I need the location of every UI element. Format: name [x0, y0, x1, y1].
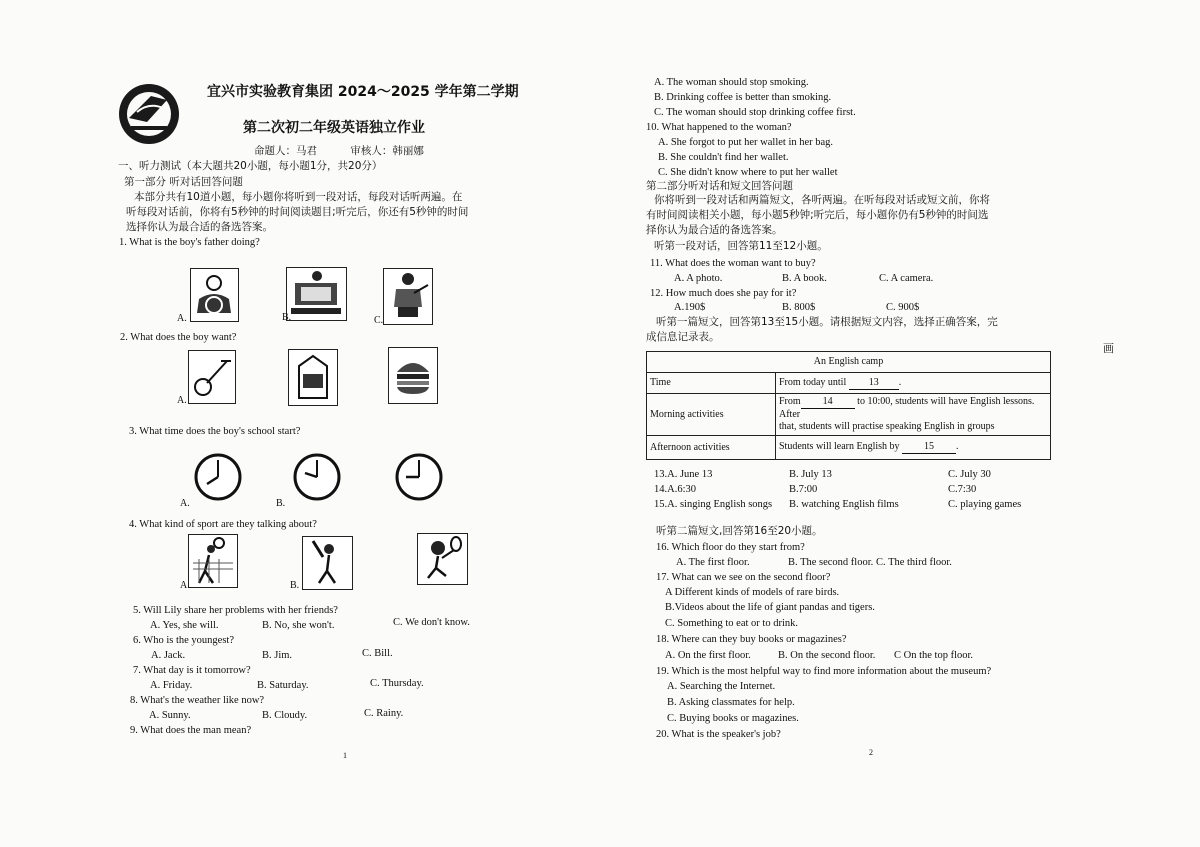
option-b: B. Asking classmates for help.	[667, 697, 795, 708]
question-6: 6. Who is the youngest?	[133, 635, 235, 646]
option-b: B. July 13	[789, 469, 832, 480]
question-8: 8. What's the weather like now?	[130, 695, 265, 706]
option-c: C. Buying books or magazines.	[667, 713, 799, 724]
table-cell: Students will learn English by 15 .	[776, 436, 1051, 460]
option-label: A.	[177, 395, 187, 406]
question-9: 9. What does the man mean?	[130, 725, 252, 736]
table-text: Students will learn English by	[779, 441, 900, 452]
question-11: 11. What does the woman want to buy?	[650, 258, 816, 269]
question-5: 5. Will Lily share her problems with her friends?	[133, 605, 338, 616]
authors-line: 命题人：马君 审核人：韩丽娜	[254, 145, 424, 157]
question-16: 16. Which floor do they start from?	[656, 542, 805, 553]
computer-icon	[286, 267, 347, 321]
option-a: 13.A. June 13	[654, 469, 713, 480]
camp-table	[646, 351, 1051, 460]
exam-title: 宜兴市实验教育集团 2024～2025 学年第二学期	[207, 84, 519, 100]
milk-carton-icon	[288, 349, 338, 406]
option-label: B.	[290, 580, 300, 591]
instruction-line: 你将听到一段对话和两篇短文，各听两遍。在听每段对话或短文前，你将	[654, 194, 990, 206]
option-c: C. She didn't know where to put her wallet	[658, 167, 838, 178]
option-b: B.7:00	[789, 484, 818, 495]
question-20: 20. What is the speaker's job?	[656, 729, 781, 740]
option-c: C. July 30	[948, 469, 991, 480]
option-a: A. Friday.	[150, 680, 193, 691]
volleyball-player-icon	[188, 534, 238, 588]
passage-heading: 听第一篇短文，回答第13至15小题。请根据短文内容，选择正确答案，完	[656, 316, 998, 328]
option-b: B. watching English films	[789, 499, 899, 510]
option-a: A. Jack.	[151, 650, 186, 661]
option-b: B.Videos about the life of giant pandas and tigers.	[665, 602, 875, 613]
hamburger-icon	[388, 347, 438, 404]
question-12: 12. How much does she pay for it?	[650, 288, 797, 299]
page-number: 1	[343, 751, 347, 760]
option-b: B. No, she won't.	[262, 620, 335, 631]
option-b: B. Jim.	[262, 650, 293, 661]
exam-subtitle: 第二次初二年级英语独立作业	[243, 120, 425, 136]
clock-icon	[193, 452, 243, 506]
option-c: C. Bill.	[362, 648, 393, 659]
option-a: 14.A.6:30	[654, 484, 696, 495]
option-c: C. Something to eat or to drink.	[665, 618, 798, 629]
dialogue-heading: 听第一段对话，回答第11至12小题。	[654, 240, 828, 252]
option-c: C. We don't know.	[393, 617, 470, 628]
passage-heading: 听第二篇短文,回答第16至20小题。	[656, 525, 823, 537]
option-b: B. A book.	[782, 273, 827, 284]
option-c: C. Rainy.	[364, 708, 404, 719]
edge-glyph: 画	[1103, 342, 1114, 355]
option-a: A. Sunny.	[149, 710, 191, 721]
instruction-line: 有时间阅读相关小题，每小题5秒钟;听完后，每小题你仍有5秒钟的时间选	[646, 209, 989, 221]
option-b: B. 800$	[782, 302, 816, 313]
table-cell: From today until 13 .	[776, 373, 1051, 394]
answer-blank-14: 14	[801, 396, 855, 409]
table-label: Time	[647, 373, 776, 394]
instruction-line: 择你认为最合适的备选答案。	[646, 224, 783, 236]
question-4: 4. What kind of sport are they talking about?	[129, 519, 317, 530]
question-7: 7. What day is it tomorrow?	[133, 665, 251, 676]
page-number: 2	[869, 748, 873, 757]
table-text: From today until	[779, 376, 847, 388]
option-label: B.	[276, 498, 286, 509]
option-label: C.	[374, 315, 384, 326]
option-a: A. The woman should stop smoking.	[654, 77, 809, 88]
option-c: C. A camera.	[879, 273, 934, 284]
answer-blank-13: 13	[849, 377, 899, 390]
option-c: C. Thursday.	[370, 678, 424, 689]
option-b: B. Cloudy.	[262, 710, 308, 721]
section-heading: 一、听力测试（本大题共20小题，每小题1分，共20分）	[118, 160, 383, 172]
table-title: An English camp	[647, 352, 1051, 373]
part-heading: 第一部分 听对话回答问题	[124, 176, 243, 188]
table-text: that, students will practise speaking English in groups	[779, 421, 995, 432]
part-heading: 第二部分听对话和短文回答问题	[646, 180, 793, 192]
option-label: A.	[177, 313, 187, 324]
option-b: B. On the second floor.	[778, 650, 876, 661]
question-19: 19. Which is the most helpful way to find more information about the museum?	[656, 666, 992, 677]
option-label: B.	[282, 312, 292, 323]
baseball-player-icon	[302, 536, 353, 590]
option-label: A.	[180, 580, 190, 591]
question-3: 3. What time does the boy's school start?	[129, 426, 301, 437]
table-label: Morning activities	[647, 394, 776, 436]
option-label: A.	[180, 498, 190, 509]
option-a: A.190$	[674, 302, 706, 313]
option-c: C. The third floor.	[876, 557, 952, 568]
option-a: A Different kinds of models of rare birds.	[665, 587, 840, 598]
question-10: 10. What happened to the woman?	[646, 122, 792, 133]
option-b: B. The second floor.	[788, 557, 874, 568]
option-b: B. Drinking coffee is better than smoking.	[654, 92, 832, 103]
table-text: to 10:00, students will have English lessons. After	[779, 396, 1035, 420]
option-a: 15.A. singing English songs	[654, 499, 773, 510]
passage-heading: 成信息记录表。	[646, 331, 720, 343]
instruction-line: 本部分共有10道小题，每小题你将听到一段对话，每段对话听两遍。在	[134, 191, 463, 203]
table-label: Afternoon activities	[647, 436, 776, 460]
table-cell	[776, 394, 1051, 436]
option-a: A. Yes, she will.	[150, 620, 219, 631]
answer-blank-15: 15	[902, 441, 956, 454]
question-2: 2. What does the boy want?	[120, 332, 237, 343]
scooter-icon	[188, 350, 236, 404]
option-b: B. She couldn't find her wallet.	[658, 152, 789, 163]
option-a: A. Searching the Internet.	[667, 681, 776, 692]
driver-icon	[190, 268, 239, 322]
instruction-line: 听每段对话前，你将有5秒钟的时间阅读题目;听完后，你还有5秒钟的时间	[126, 206, 469, 218]
instruction-line: 选择你认为最合适的备选答案。	[126, 221, 273, 233]
option-c: C. playing games	[948, 499, 1022, 510]
cook-icon	[383, 268, 433, 325]
option-c: C. The woman should stop drinking coffee first.	[654, 107, 856, 118]
option-a: A. She forgot to put her wallet in her bag.	[658, 137, 834, 148]
option-c: C.7:30	[948, 484, 977, 495]
option-c: C. 900$	[886, 302, 920, 313]
question-17: 17. What can we see on the second floor?	[656, 572, 831, 583]
clock-icon	[291, 452, 343, 506]
option-a: A. On the first floor.	[665, 650, 751, 661]
option-c: C On the top floor.	[894, 650, 974, 661]
table-text: From	[779, 396, 801, 407]
option-a: A. The first floor.	[676, 557, 750, 568]
question-18: 18. Where can they buy books or magazines?	[656, 634, 847, 645]
clock-icon	[394, 452, 444, 506]
option-a: A. A photo.	[674, 273, 723, 284]
question-1: 1. What is the boy's father doing?	[119, 237, 260, 248]
school-logo-icon	[117, 82, 181, 150]
tennis-player-icon	[417, 533, 468, 585]
option-b: B. Saturday.	[257, 680, 309, 691]
